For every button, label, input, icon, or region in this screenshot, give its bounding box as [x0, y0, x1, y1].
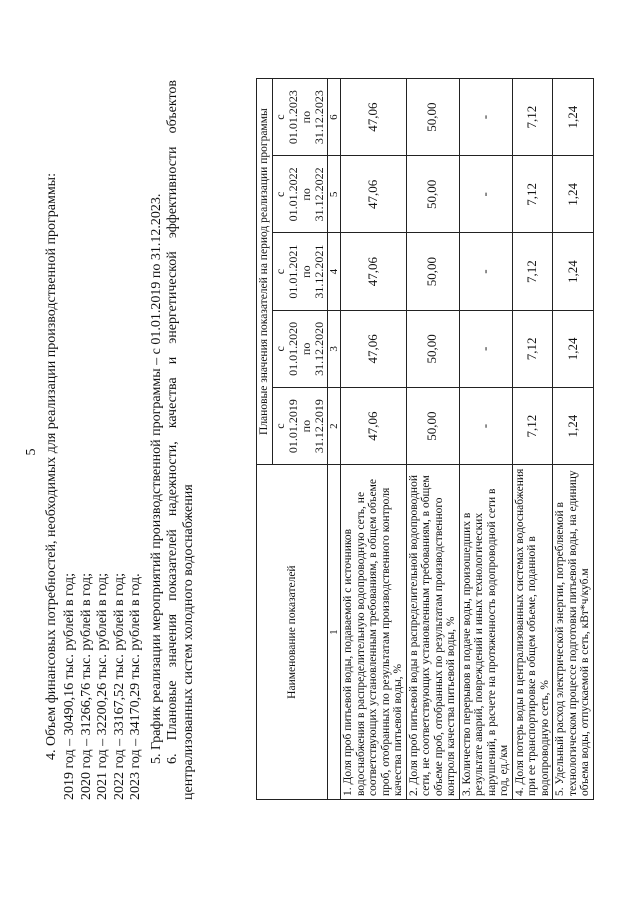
indicator-value: 7,12 [512, 388, 553, 465]
indicator-name-header: Наименование показателей [257, 465, 328, 800]
period-from: с [272, 423, 287, 429]
period-header [272, 233, 327, 310]
indicator-value: 47,06 [341, 79, 407, 156]
indicator-value: - [459, 156, 512, 233]
column-number: 5 [327, 156, 341, 233]
period-header [272, 156, 327, 233]
table-row [406, 79, 459, 800]
indicator-value: - [459, 310, 512, 387]
financial-item: 2022 год – 33167,52 тыс. рублей в год; [111, 572, 127, 800]
financial-item: 2023 год – 34170,29 тыс. рублей в год. [128, 573, 143, 800]
plan-values-header: Плановые значения показателей на период реализации программы [257, 79, 273, 465]
period-to: по [298, 265, 313, 278]
indicator-value: 1,24 [553, 79, 594, 156]
indicator-name: 2. Доля проб питьевой воды в распределительной водопроводной сети, не соответствующих установленным требованиям, в общем объеме проб, отобранных по результатам производственного контроля качества питьевой воды, % [406, 465, 459, 800]
table-row [341, 79, 407, 800]
indicator-value: 7,12 [512, 310, 553, 387]
indicator-value: 1,24 [553, 156, 594, 233]
indicator-value: - [459, 79, 512, 156]
period-to-date: 31.12.2022 [311, 167, 326, 222]
indicator-name: 3. Количество перерывов в подаче воды, произошедших в результате аварий, повреждений и иных технологических нарушений, в расчете на протяженность водопроводной сети в год, ед./км [459, 465, 512, 800]
section-4-heading: 4. Объем финансовых потребностей, необходимых для реализации производственной программы: [44, 173, 59, 760]
period-to-date: 31.12.2019 [311, 399, 326, 454]
indicator-name: 1. Доля проб питьевой воды, подаваемой с источников водоснабжения в распределительную водопроводную сеть, не соответствующих установленным требованиям, в общем объеме проб, отобранных по результатам производственного контроля качества питьевой воды, % [341, 465, 407, 800]
period-from: с [272, 114, 287, 120]
indicator-name: 5. Удельный расход электрической энергии, потребляемой в технологическом процессе подготовки питьевой воды, на единицу объема воды, отпускаемой в сеть, кВт*ч/куб.м [553, 465, 594, 800]
section-5-text: 5. График реализации мероприятий производственной программы – с 01.01.2019 по 31.12.2023. [148, 193, 164, 764]
financial-item: 2019 год – 30490,16 тыс. рублей в год; [62, 572, 77, 800]
indicator-value: 47,06 [341, 310, 407, 387]
document-page [20, 52, 620, 852]
indicator-value: 47,06 [341, 233, 407, 310]
period-from-date: 01.01.2021 [285, 244, 300, 299]
period-to: по [298, 110, 313, 124]
indicator-value: 1,24 [553, 233, 594, 310]
indicator-value: 7,12 [512, 233, 553, 310]
period-to-date: 31.12.2023 [311, 90, 326, 145]
period-from-date: 01.01.2022 [285, 167, 300, 222]
table-row [553, 79, 594, 800]
period-from: с [272, 268, 287, 275]
financial-needs-list [62, 80, 145, 800]
period-to: по [298, 342, 313, 356]
period-to-date: 31.12.2020 [311, 321, 326, 376]
indicator-value: 47,06 [341, 156, 407, 233]
indicator-value: - [459, 388, 512, 465]
period-from: с [272, 191, 287, 198]
column-number: 2 [327, 388, 341, 465]
indicator-value: 50,00 [406, 233, 459, 310]
indicator-value: 50,00 [406, 310, 459, 387]
period-header [272, 79, 327, 156]
indicator-value: 50,00 [406, 156, 459, 233]
indicator-value: 1,24 [553, 310, 594, 387]
period-to: по [298, 419, 313, 433]
period-from: с [272, 346, 287, 352]
column-number: 3 [327, 310, 341, 387]
period-header [272, 310, 327, 387]
period-to-date: 31.12.2021 [311, 244, 326, 299]
financial-item: 2021 год – 32200,26 тыс. рублей в год; [95, 572, 110, 800]
section-6-heading: 6. Плановые значения показателей надежности, качества и энергетической эффективности объектов [164, 80, 180, 764]
column-number: 6 [327, 79, 341, 156]
indicator-name: 4. Доля потерь воды в централизованных системах водоснабжения при ее транспортировке в общем объеме, поданной в водопроводную сеть, % [512, 465, 553, 800]
table-row [512, 79, 553, 800]
period-header [272, 388, 327, 465]
indicators-table [256, 78, 594, 800]
indicator-value: - [459, 233, 512, 310]
indicator-value: 47,06 [341, 388, 407, 465]
financial-item: 2020 год – 31266,76 тыс. рублей в год; [78, 572, 94, 800]
table-row [459, 79, 512, 800]
period-from-date: 01.01.2019 [285, 399, 300, 454]
column-number: 4 [327, 233, 341, 310]
section-6-heading-continued: централизованных систем холодного водоснабжения [180, 484, 196, 800]
period-from-date: 01.01.2020 [285, 321, 300, 376]
indicator-value: 7,12 [512, 79, 553, 156]
period-from-date: 01.01.2023 [285, 90, 300, 145]
indicator-value: 7,12 [512, 156, 553, 233]
indicator-value: 50,00 [406, 79, 459, 156]
column-number: 1 [327, 465, 341, 800]
page-number: 5 [24, 448, 39, 456]
document-text [44, 80, 197, 800]
indicator-value: 1,24 [553, 388, 594, 465]
period-to: по [298, 188, 313, 201]
indicator-value: 50,00 [406, 388, 459, 465]
